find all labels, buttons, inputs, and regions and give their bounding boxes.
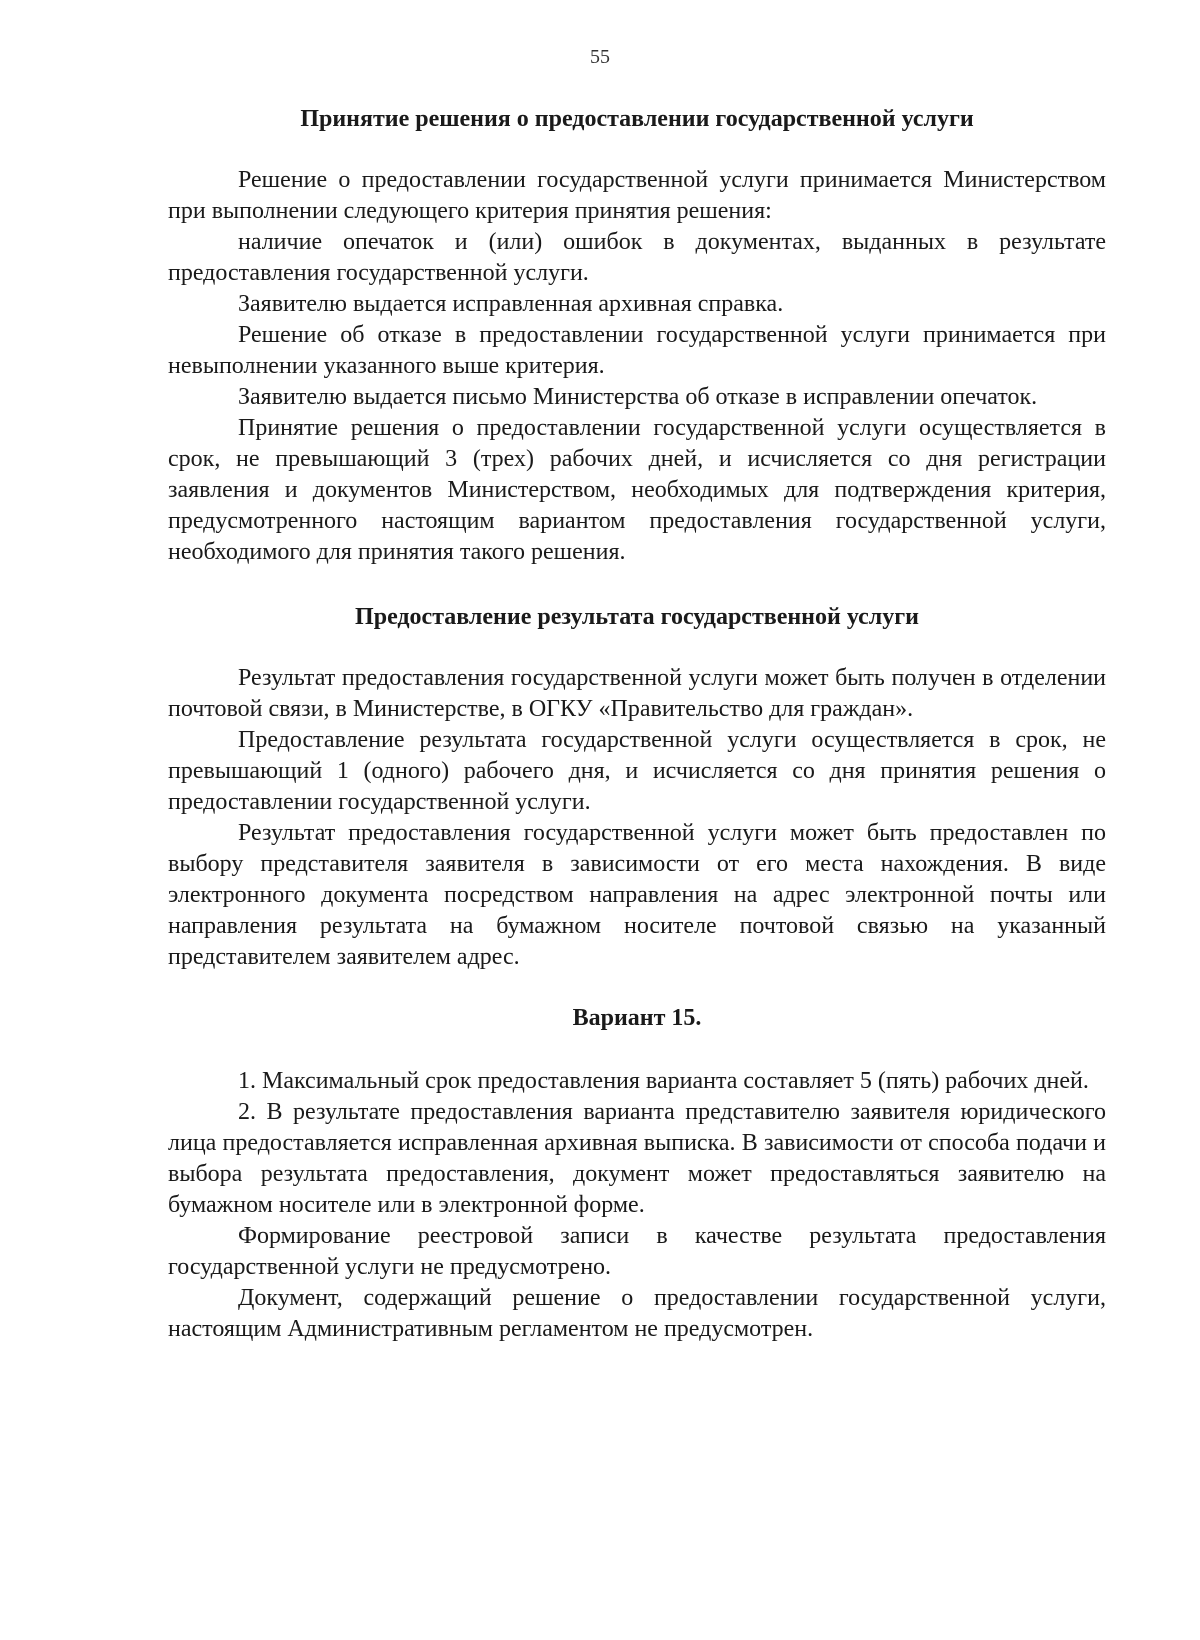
paragraph: Документ, содержащий решение о предоставлении государственной услуги, настоящим Административным регламентом не предусмотрен.: [168, 1285, 1106, 1342]
paragraph: 1. Максимальный срок предоставления варианта составляет 5 (пять) рабочих дней.: [238, 1068, 1089, 1094]
paragraph: Предоставление результата государственной услуги осуществляется в срок, не превышающий 1 (одного) рабочего дня, и исчисляется со дня принятия решения о предоставлении государственной услуги.: [168, 727, 1106, 815]
paragraph: наличие опечаток и (или) ошибок в документах, выданных в результате предоставления государственной услуги.: [168, 229, 1106, 286]
section-heading-decision: Принятие решения о предоставлении государственной услуги: [300, 106, 974, 132]
page-number: 55: [590, 46, 610, 68]
document-body: [168, 104, 1106, 1345]
paragraph: Заявителю выдается письмо Министерства об отказе в исправлении опечаток.: [238, 384, 1038, 410]
paragraph: Принятие решения о предоставлении государственной услуги осуществляется в срок, не превышающий 3 (трех) рабочих дней, и исчисляется со дня регистрации заявления и документов Министерством, необходимых для подтверждения критерия, предусмотренного настоящим вариантом предоставления государственной услуги, необходимого для принятия такого решения.: [168, 415, 1106, 565]
paragraph: Решение об отказе в предоставлении государственной услуги принимается при невыполнении указанного выше критерия.: [168, 322, 1106, 379]
paragraph: Формирование реестровой записи в качестве результата предоставления государственной услуги не предусмотрено.: [168, 1223, 1106, 1280]
section-heading-result: Предоставление результата государственной услуги: [355, 604, 919, 630]
paragraph: Результат предоставления государственной услуги может быть предоставлен по выбору представителя заявителя в зависимости от его места нахождения. В виде электронного документа посредством направления на адрес электронной почты или направления результата на бумажном носителе почтовой связью на указанный представителем заявителем адрес.: [168, 820, 1106, 970]
paragraph: Заявителю выдается исправленная архивная справка.: [238, 291, 784, 317]
paragraph: Результат предоставления государственной услуги может быть получен в отделении почтовой связи, в Министерстве, в ОГКУ «Правительство для граждан».: [168, 665, 1106, 722]
section-heading-variant-15: Вариант 15.: [572, 1005, 702, 1031]
paragraph: Решение о предоставлении государственной услуги принимается Министерством при выполнении следующего критерия принятия решения:: [168, 167, 1106, 224]
paragraph: 2. В результате предоставления варианта представителю заявителя юридического лица предоставляется исправленная архивная выписка. В зависимости от способа подачи и выбора результата предоставления, документ может предоставляться заявителю на бумажном носителе или в электронной форме.: [168, 1099, 1106, 1218]
